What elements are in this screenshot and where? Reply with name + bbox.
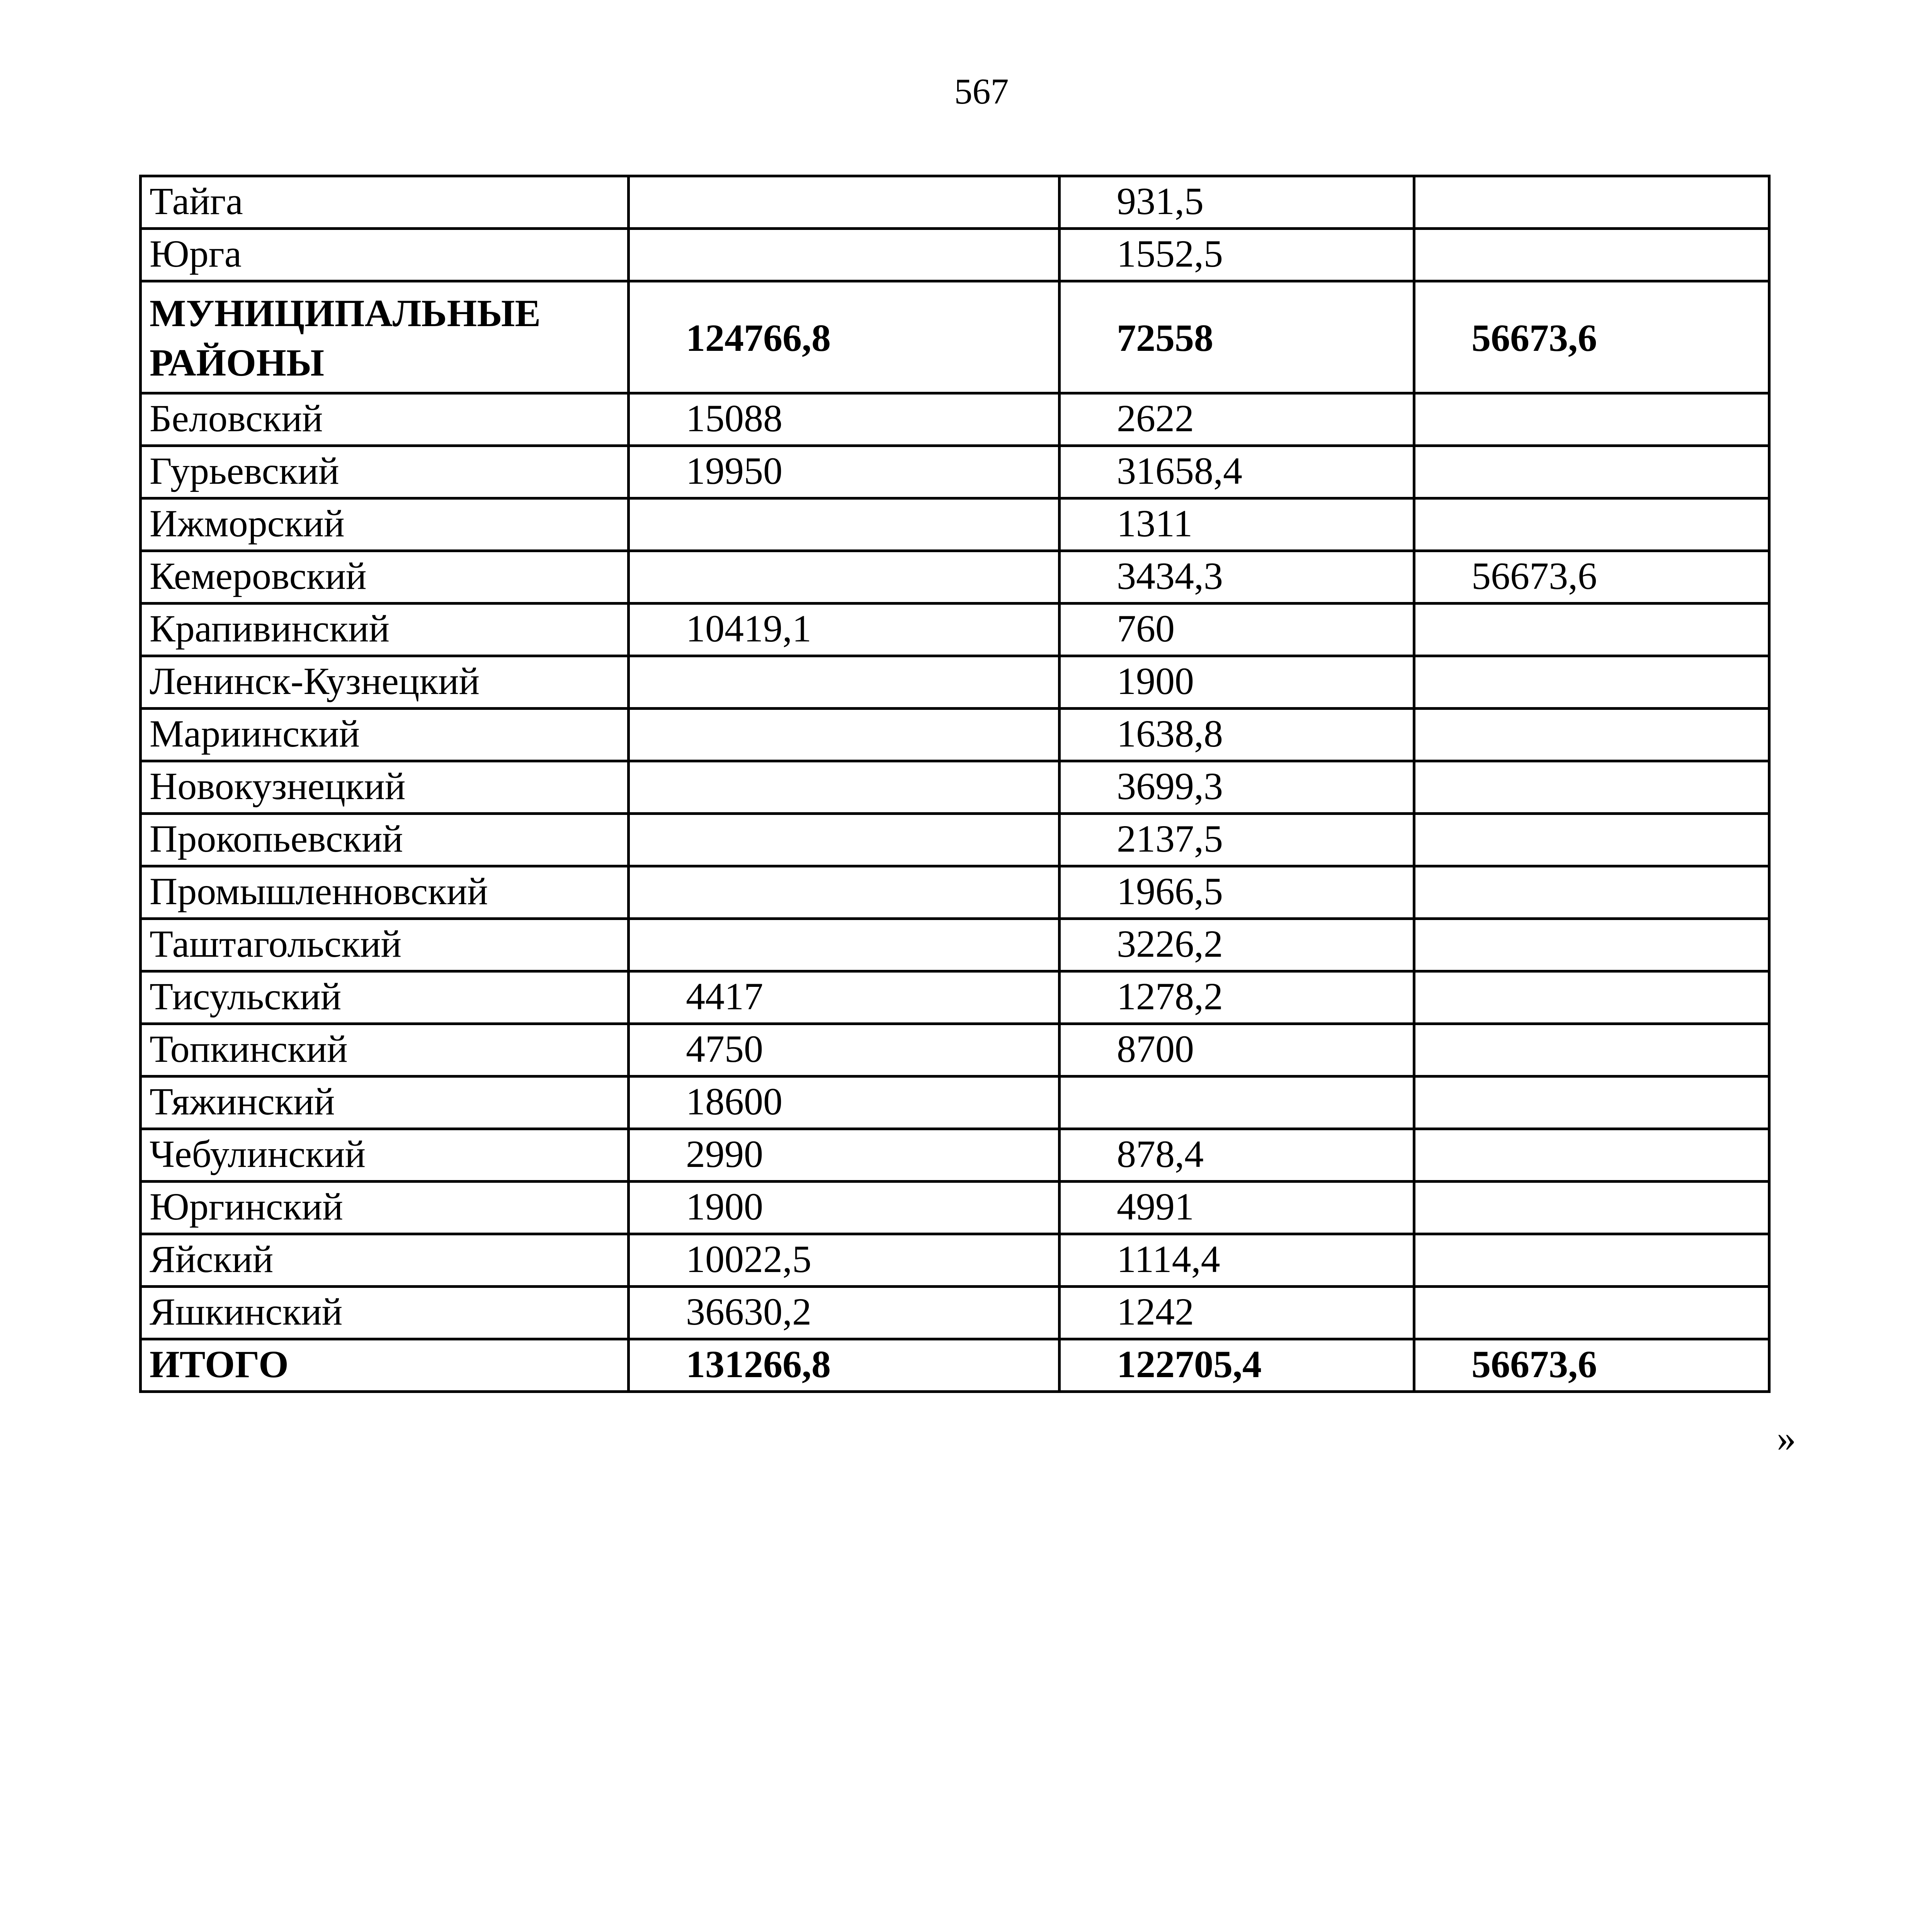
value-cell-col4: 56673,6 (1414, 1339, 1769, 1392)
table-row (141, 1129, 1769, 1182)
value-cell-col2: 131266,8 (629, 1339, 1060, 1392)
value-cell-col2 (629, 551, 1060, 604)
value-cell-col4 (1414, 446, 1769, 498)
row-name-cell: Беловский (141, 393, 629, 446)
value-cell-col2: 36630,2 (629, 1287, 1060, 1339)
table-row (141, 498, 1769, 551)
value-cell-col4: 56673,6 (1414, 281, 1769, 393)
value-cell-col2: 2990 (629, 1129, 1060, 1182)
value-cell-col2: 4417 (629, 971, 1060, 1024)
value-cell-col3: 760 (1060, 604, 1414, 656)
table-row (141, 1077, 1769, 1129)
table-row (141, 761, 1769, 814)
value-cell-col2 (629, 709, 1060, 761)
value-cell-col4 (1414, 761, 1769, 814)
value-cell-col3: 8700 (1060, 1024, 1414, 1077)
value-cell-col3: 2137,5 (1060, 814, 1414, 866)
table-row (141, 971, 1769, 1024)
row-name-cell: Чебулинский (141, 1129, 629, 1182)
row-name-cell: Таштагольский (141, 919, 629, 971)
data-table (139, 175, 1771, 1393)
value-cell-col4 (1414, 814, 1769, 866)
value-cell-col3: 1900 (1060, 656, 1414, 709)
table-row (141, 229, 1769, 281)
table-row (141, 656, 1769, 709)
table-row (141, 709, 1769, 761)
row-name-cell: Новокузнецкий (141, 761, 629, 814)
table-row (141, 1234, 1769, 1287)
row-name-cell: Яшкинский (141, 1287, 629, 1339)
value-cell-col2: 124766,8 (629, 281, 1060, 393)
value-cell-col2: 18600 (629, 1077, 1060, 1129)
value-cell-col3: 72558 (1060, 281, 1414, 393)
value-cell-col2: 19950 (629, 446, 1060, 498)
value-cell-col3: 3699,3 (1060, 761, 1414, 814)
value-cell-col2 (629, 866, 1060, 919)
value-cell-col3: 931,5 (1060, 176, 1414, 229)
value-cell-col3: 31658,4 (1060, 446, 1414, 498)
row-name-cell: Тайга (141, 176, 629, 229)
value-cell-col4 (1414, 1234, 1769, 1287)
row-name-cell: Тяжинский (141, 1077, 629, 1129)
value-cell-col3: 122705,4 (1060, 1339, 1414, 1392)
value-cell-col2 (629, 814, 1060, 866)
value-cell-col4 (1414, 919, 1769, 971)
value-cell-col4 (1414, 866, 1769, 919)
closing-quote-mark: » (1777, 1417, 1796, 1459)
value-cell-col3: 1552,5 (1060, 229, 1414, 281)
value-cell-col4 (1414, 393, 1769, 446)
value-cell-col3: 1278,2 (1060, 971, 1414, 1024)
table-row (141, 281, 1769, 393)
value-cell-col4 (1414, 1287, 1769, 1339)
table-row (141, 919, 1769, 971)
table-row (141, 393, 1769, 446)
table-row (141, 604, 1769, 656)
value-cell-col3: 1638,8 (1060, 709, 1414, 761)
value-cell-col3: 1242 (1060, 1287, 1414, 1339)
row-name-cell: ИТОГО (141, 1339, 629, 1392)
value-cell-col3: 3226,2 (1060, 919, 1414, 971)
table-row (141, 176, 1769, 229)
row-name-cell: Тисульский (141, 971, 629, 1024)
value-cell-col2 (629, 176, 1060, 229)
value-cell-col4 (1414, 1077, 1769, 1129)
row-name-cell: Крапивинский (141, 604, 629, 656)
table-row (141, 1182, 1769, 1234)
value-cell-col4 (1414, 498, 1769, 551)
value-cell-col3: 1311 (1060, 498, 1414, 551)
value-cell-col2: 10419,1 (629, 604, 1060, 656)
row-name-cell: Юргинский (141, 1182, 629, 1234)
value-cell-col2: 10022,5 (629, 1234, 1060, 1287)
value-cell-col3: 4991 (1060, 1182, 1414, 1234)
value-cell-col2 (629, 761, 1060, 814)
value-cell-col3: 878,4 (1060, 1129, 1414, 1182)
value-cell-col4 (1414, 1024, 1769, 1077)
value-cell-col4 (1414, 656, 1769, 709)
row-name-cell: Мариинский (141, 709, 629, 761)
table-row (141, 1024, 1769, 1077)
row-name-cell: Ижморский (141, 498, 629, 551)
value-cell-col3: 1966,5 (1060, 866, 1414, 919)
value-cell-col2 (629, 656, 1060, 709)
row-name-cell: Топкинский (141, 1024, 629, 1077)
value-cell-col3: 1114,4 (1060, 1234, 1414, 1287)
value-cell-col2: 1900 (629, 1182, 1060, 1234)
value-cell-col2 (629, 498, 1060, 551)
table-row (141, 1339, 1769, 1392)
table-row (141, 446, 1769, 498)
value-cell-col4 (1414, 229, 1769, 281)
table-row (141, 814, 1769, 866)
value-cell-col4 (1414, 709, 1769, 761)
row-name-cell: МУНИЦИПАЛЬНЫЕ РАЙОНЫ (141, 281, 629, 393)
table-row (141, 866, 1769, 919)
value-cell-col2 (629, 229, 1060, 281)
value-cell-col2 (629, 919, 1060, 971)
row-name-cell: Кемеровский (141, 551, 629, 604)
row-name-cell: Яйский (141, 1234, 629, 1287)
row-name-cell: Ленинск-Кузнецкий (141, 656, 629, 709)
row-name-cell: Прокопьевский (141, 814, 629, 866)
value-cell-col2: 15088 (629, 393, 1060, 446)
value-cell-col4 (1414, 1182, 1769, 1234)
table-row (141, 551, 1769, 604)
value-cell-col4: 56673,6 (1414, 551, 1769, 604)
value-cell-col3: 2622 (1060, 393, 1414, 446)
row-name-cell: Юрга (141, 229, 629, 281)
value-cell-col4 (1414, 1129, 1769, 1182)
value-cell-col3 (1060, 1077, 1414, 1129)
value-cell-col4 (1414, 176, 1769, 229)
value-cell-col3: 3434,3 (1060, 551, 1414, 604)
value-cell-col4 (1414, 604, 1769, 656)
row-name-cell: Гурьевский (141, 446, 629, 498)
table-row (141, 1287, 1769, 1339)
value-cell-col4 (1414, 971, 1769, 1024)
page-number: 567 (954, 71, 1009, 112)
value-cell-col2: 4750 (629, 1024, 1060, 1077)
table-body (141, 176, 1769, 1392)
row-name-cell: Промышленновский (141, 866, 629, 919)
